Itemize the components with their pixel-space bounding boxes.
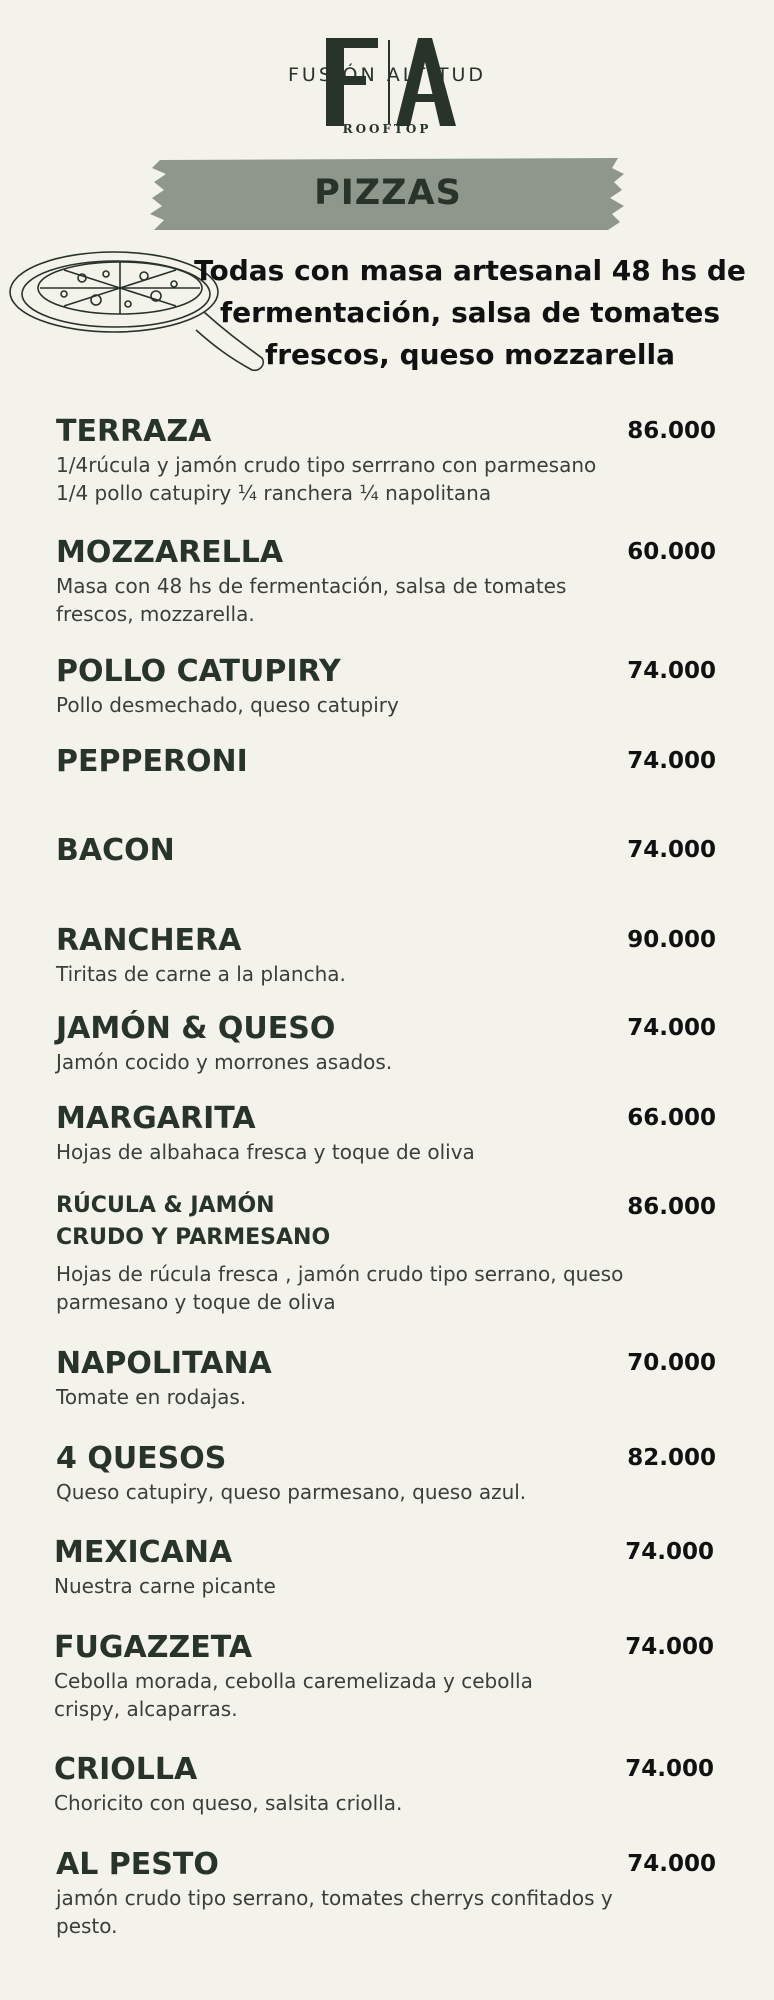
menu-item [56, 923, 716, 988]
menu-item-name: NAPOLITANA [56, 1346, 272, 1381]
menu-item-name: CRIOLLA [54, 1752, 198, 1787]
brand-name: FUSIÓN ALTITUD [287, 64, 487, 86]
menu-item-description: 1/4rúcula y jamón crudo tipo serrrano con parmesano 1/4 pollo catupiry ¼ ranchera ¼ napolitana [56, 453, 597, 505]
menu-item-description: Hojas de albahaca fresca y toque de oliva [56, 1140, 475, 1164]
menu-item-name: RÚCULA & JAMÓN CRUDO Y PARMESANO [56, 1193, 331, 1250]
brand-logo [0, 24, 774, 144]
menu-item-price: 74.000 [625, 1756, 714, 1782]
menu-item-price: 90.000 [627, 927, 716, 953]
menu-item [54, 1630, 714, 1723]
menu-item [56, 1190, 716, 1316]
menu-item [54, 1752, 714, 1817]
menu-item [54, 1535, 714, 1600]
menu-item-name: RANCHERA [56, 923, 242, 958]
menu-item-name: AL PESTO [56, 1847, 219, 1882]
section-banner [150, 158, 626, 230]
menu-item-price: 70.000 [627, 1350, 716, 1376]
brand-subtitle: ROOFTOP [342, 122, 432, 136]
menu-item-description: Masa con 48 hs de fermentación, salsa de tomates frescos, mozzarella. [56, 574, 567, 626]
menu-item-price: 66.000 [627, 1105, 716, 1131]
menu-item [56, 1847, 716, 1940]
menu-item-price: 82.000 [627, 1445, 716, 1471]
menu-item [56, 1441, 716, 1506]
menu-item-price: 86.000 [627, 418, 716, 444]
menu-item-name: MOZZARELLA [56, 535, 284, 570]
menu-item-price: 74.000 [627, 1851, 716, 1877]
menu-item [56, 1346, 716, 1411]
menu-item-description: Cebolla morada, cebolla caremelizada y cebolla crispy, alcaparras. [54, 1669, 533, 1721]
menu-item-description: Jamón cocido y morrones asados. [56, 1050, 393, 1074]
menu-item-description: Queso catupiry, queso parmesano, queso azul. [56, 1480, 527, 1504]
menu-item-name: POLLO CATUPIRY [56, 654, 341, 689]
menu-item-price: 86.000 [627, 1194, 716, 1220]
section-intro: Todas con masa artesanal 48 hs de fermentación, salsa de tomates frescos, queso mozzarella [194, 254, 746, 371]
menu-item-name: FUGAZZETA [54, 1630, 253, 1665]
menu-item-description: Tiritas de carne a la plancha. [56, 962, 346, 986]
section-title: PIZZAS [314, 173, 462, 213]
menu-item [56, 535, 716, 628]
menu-item-name: MARGARITA [56, 1101, 256, 1136]
menu-item-name: TERRAZA [56, 414, 212, 449]
menu-item-name: BACON [56, 833, 175, 868]
menu-item-description: Pollo desmechado, queso catupiry [56, 693, 399, 717]
menu-item [56, 744, 716, 781]
menu-item [56, 1101, 716, 1166]
menu-item-price: 60.000 [627, 539, 716, 565]
menu-item-name: JAMÓN & QUESO [56, 1011, 336, 1046]
menu-item [56, 1011, 716, 1076]
menu-item-name: PEPPERONI [56, 744, 248, 779]
menu-item-name: MEXICANA [54, 1535, 233, 1570]
menu-item-price: 74.000 [625, 1539, 714, 1565]
menu-item-description: Choricito con queso, salsita criolla. [54, 1791, 403, 1815]
menu-item-description: jamón crudo tipo serrano, tomates cherrys confitados y pesto. [56, 1886, 613, 1938]
menu-item-price: 74.000 [627, 837, 716, 863]
menu-item [56, 414, 716, 507]
menu-item-description: Tomate en rodajas. [56, 1385, 247, 1409]
menu-item [56, 654, 716, 719]
menu-item-price: 74.000 [627, 748, 716, 774]
menu-item [56, 833, 716, 870]
menu-item-description: Nuestra carne picante [54, 1574, 276, 1598]
menu-item-description: Hojas de rúcula fresca , jamón crudo tipo serrano, queso parmesano y toque de oliva [56, 1262, 624, 1314]
menu-item-name: 4 QUESOS [56, 1441, 227, 1476]
menu-item-price: 74.000 [625, 1634, 714, 1660]
menu-item-price: 74.000 [627, 1015, 716, 1041]
menu-item-price: 74.000 [627, 658, 716, 684]
